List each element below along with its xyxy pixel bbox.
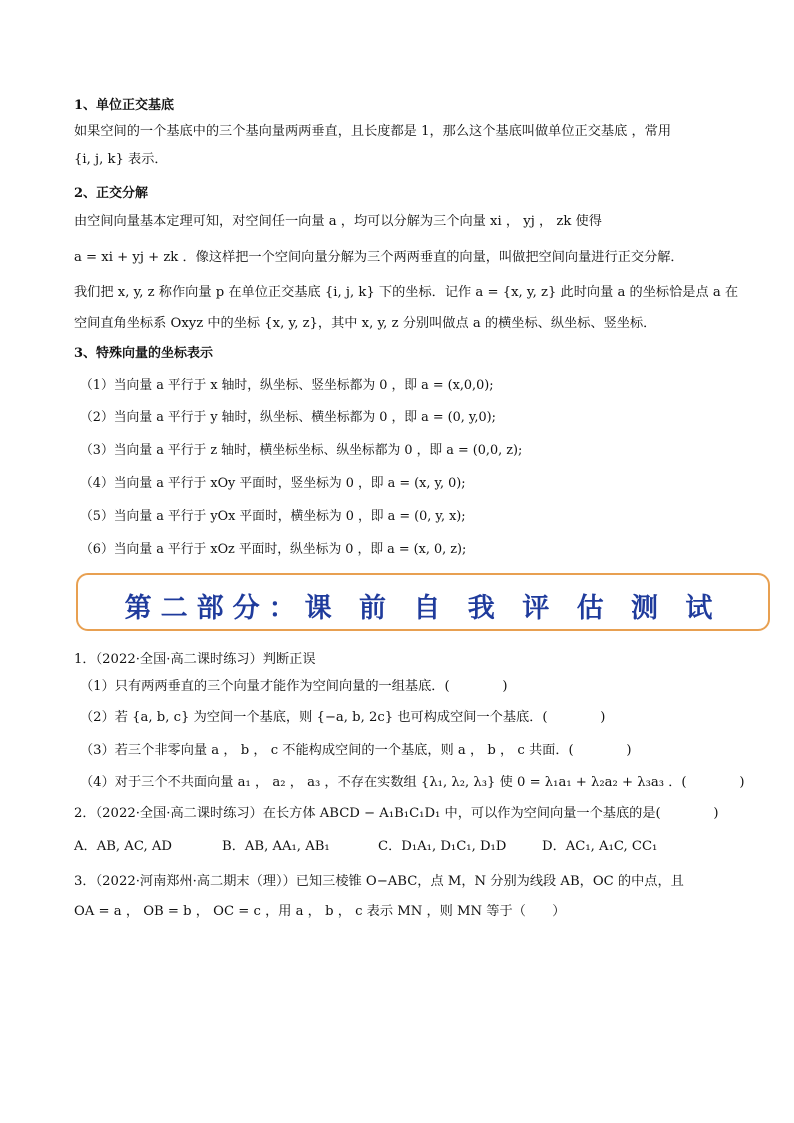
question2-stem: 2．（2022·全国·高二课时练习）在长方体 ABCD − A₁B₁C₁D₁ 中，可以作为空间向量一个基底的是( ) xyxy=(74,806,719,821)
section3-item-4: （4）当向量 a 平行于 xOy 平面时，竖坐标为 0 ，即 a = (x, y, 0); xyxy=(80,476,466,491)
section1-text-1: 如果空间的一个基底中的三个基向量两两垂直，且长度都是 1，那么这个基底叫做单位正交基底 ，常用 xyxy=(74,124,672,139)
section2-title: 2、正交分解 xyxy=(74,186,149,201)
section3-item-3: （3）当向量 a 平行于 z 轴时，横坐标坐标、纵坐标都为 0 ，即 a = (0,0, z); xyxy=(80,443,523,458)
section2-text-1: 由空间向量基本定理可知，对空间任一向量 a ，均可以分解为三个向量 xi ， yj ， zk 使得 xyxy=(74,214,602,229)
section3-item-6: （6）当向量 a 平行于 xOz 平面时，纵坐标为 0 ，即 a = (x, 0, z); xyxy=(80,542,467,557)
question2-option-c: C．D₁A₁, D₁C₁, D₁D xyxy=(378,839,507,854)
question2-option-a: A．AB, AC, AD xyxy=(74,839,172,854)
question1-item-3: （3）若三个非零向量 a ， b ， c 不能构成空间的一个基底，则 a ， b ， c 共面．( ) xyxy=(80,743,632,758)
question1-stem: 1．（2022·全国·高二课时练习）判断正误 xyxy=(74,652,316,667)
question3-line-2: OA = a ， OB = b ， OC = c ，用 a ， b ， c 表示 MN ，则 MN 等于（ ） xyxy=(74,904,566,919)
section2-text-3: 我们把 x, y, z 称作向量 p 在单位正交基底 {i, j, k} 下的坐标．记作 a = {x, y, z} 此时向量 a 的坐标恰是点 a 在 xyxy=(74,285,739,300)
question1-item-2: （2）若 {a, b, c} 为空间一个基底，则 {−a, b, 2c} 也可构成空间一个基底．( ) xyxy=(80,710,606,725)
section2-text-2: a = xi + yj + zk ．像这样把一个空间向量分解为三个两两垂直的向量，叫做把空间向量进行正交分解． xyxy=(74,250,684,265)
section3-item-1: （1）当向量 a 平行于 x 轴时，纵坐标、竖坐标都为 0 ，即 a = (x,0,0); xyxy=(80,378,494,393)
banner-title: 第二部分：课 前 自 我 评 估 测 试 xyxy=(124,593,722,624)
section3-item-2: （2）当向量 a 平行于 y 轴时，纵坐标、横坐标都为 0 ，即 a = (0, y,0); xyxy=(80,410,496,425)
question2-option-d: D．AC₁, A₁C, CC₁ xyxy=(542,839,658,854)
section3-title: 3、特殊向量的坐标表示 xyxy=(74,346,214,361)
section1-title: 1、单位正交基底 xyxy=(74,98,175,113)
question2-option-b: B．AB, AA₁, AB₁ xyxy=(222,839,330,854)
question1-item-1: （1）只有两两垂直的三个向量才能作为空间向量的一组基底．( ) xyxy=(80,679,508,694)
section-banner xyxy=(76,573,770,631)
question1-item-4: （4）对于三个不共面向量 a₁ ， a₂ ， a₃ ，不存在实数组 {λ₁, λ₂, λ₃} 使 0 = λ₁a₁ + λ₂a₂ + λ₃a₃ ．( ) xyxy=(80,775,745,790)
question3-line-1: 3．（2022·河南郑州·高二期末（理））已知三棱锥 O−ABC，点 M，N 分别为线段 AB，OC 的中点，且 xyxy=(74,874,684,889)
section2-text-4: 空间直角坐标系 Oxyz 中的坐标 {x, y, z}，其中 x, y, z 分别叫做点 a 的横坐标、纵坐标、竖坐标． xyxy=(74,316,657,331)
section1-text-2: {i, j, k} 表示． xyxy=(74,152,168,167)
section3-item-5: （5）当向量 a 平行于 yOx 平面时，横坐标为 0 ，即 a = (0, y, x); xyxy=(80,509,466,524)
